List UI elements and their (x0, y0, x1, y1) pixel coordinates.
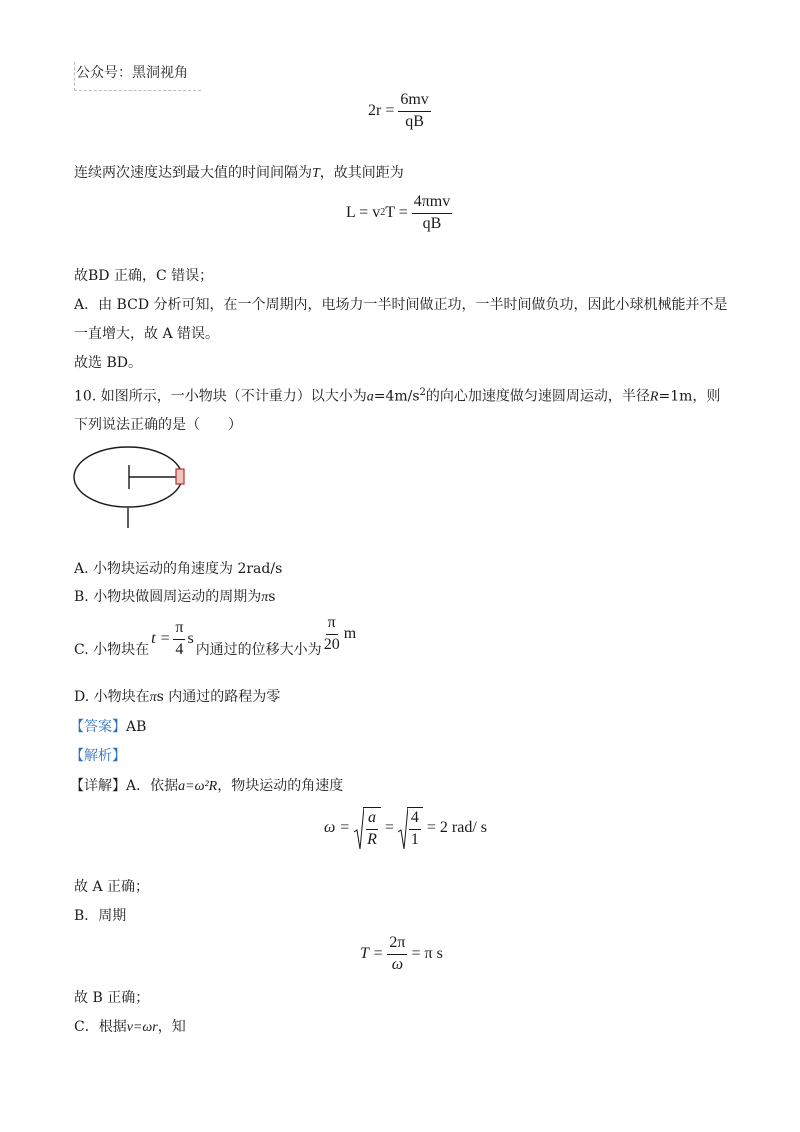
optC-frac2-den: 20 (323, 635, 340, 653)
paragraph-b-period: B．周期 (74, 908, 127, 924)
q10-r-var: R (649, 389, 659, 405)
optC-frac2 (322, 615, 342, 654)
eq3-f2-den: 1 (410, 831, 419, 848)
equation-period (360, 935, 443, 974)
eq2-lhs-b: T = (385, 204, 408, 222)
optC-frac1-num: π (173, 620, 185, 640)
detail-text-b: ，物块运动的角速度 (217, 778, 344, 794)
question-10-line1 (74, 388, 720, 405)
paragraph-interval (74, 166, 404, 181)
optD-text-b: s 内通过的路程为零 (156, 689, 281, 705)
eq1-fraction (398, 92, 430, 131)
optC-text-a: C. 小物块在 (74, 642, 150, 659)
equation-2r (368, 92, 431, 131)
eq4-fraction (387, 935, 407, 974)
equation-L (346, 194, 452, 233)
eq3-sqrt2 (398, 806, 423, 850)
eq3-f1-num: a (366, 810, 378, 830)
q10-text-b: 的向心加速度做匀速圆周运动，半径 (425, 388, 650, 405)
eq3-f1-den: R (367, 831, 377, 848)
option-c (74, 614, 357, 659)
eq3-rhs: = 2 rad/ s (426, 819, 488, 836)
eq2-den: qB (422, 214, 442, 232)
eq2-fraction (412, 194, 453, 233)
eq3-eq: = (384, 819, 394, 836)
answer-line (70, 720, 146, 734)
paragraph-choose-bd: 故选 BD。 (74, 355, 142, 371)
optD-text-a: D. 小物块在 (74, 689, 150, 705)
optC-time-expr (151, 620, 194, 659)
detail-expr: a=ω²R (178, 779, 218, 794)
eq1-num: 6mv (398, 92, 430, 112)
detail-tag: 【详解】 (70, 778, 126, 794)
eq4-num: 2π (387, 935, 407, 955)
optC-disp-expr (322, 615, 356, 654)
eq2-sub: 2 (380, 207, 386, 219)
optC-text-b: 内通过的位移大小为 (195, 642, 322, 659)
eq3-lhs: ω = (324, 819, 351, 836)
question-10-line2: 下列说法正确的是（ ） (74, 417, 242, 433)
eq4-lhs: T = (360, 945, 384, 963)
eq4-rhs: = π s (411, 945, 443, 963)
optB-pi: π (261, 590, 269, 605)
paragraph-a-analysis-1: A．由 BCD 分析可知，在一个周期内，电场力一半时间做正功，一半时间做负功，因此小球机械能并不是 (74, 297, 728, 313)
detail-text-a: A．依据 (126, 778, 179, 794)
paragraph-a-analysis-2: 一直增大，故 A 错误。 (74, 326, 220, 342)
answer-value: AB (126, 719, 147, 735)
optB-text: B. 小物块做圆周运动的周期为 (74, 589, 262, 605)
q10-text-c: =1m，则 (658, 388, 721, 405)
option-d (74, 690, 280, 705)
eq4-den: ω (391, 955, 404, 973)
optC-frac2-num: π (326, 615, 338, 635)
optC-frac1-den: 4 (175, 640, 184, 658)
q10-a-val: =4m/s (373, 388, 420, 405)
paragraph-b-correct: 故 B 正确； (74, 990, 150, 1006)
p1-text: 连续两次速度达到最大值的时间间隔为 (74, 165, 312, 181)
eq3-f2-num: 4 (409, 810, 421, 830)
eq2-lhs-a: L = v (346, 204, 381, 222)
answer-tag: 【答案】 (70, 719, 126, 735)
watermark-text: 公众号：黑洞视角 (76, 65, 188, 81)
eq3-sqrt1 (354, 806, 381, 850)
analysis-tag: 【解析】 (70, 748, 126, 764)
optC-s: s (187, 630, 194, 648)
p9-text-a: C．根据 (74, 1019, 127, 1035)
paragraph-a-correct: 故 A 正确； (74, 879, 150, 895)
option-b (74, 590, 275, 605)
p9-expr: v=ωr (126, 1020, 158, 1035)
optC-frac1 (173, 620, 185, 659)
eq1-lhs: 2r = (368, 102, 395, 120)
q10-a-var: a (366, 389, 374, 405)
q10-text-a: 10. 如图所示，一小物块（不计重力）以大小为 (74, 388, 367, 405)
block-marker (176, 469, 184, 484)
equation-omega (324, 806, 487, 850)
optB-unit: s (268, 589, 276, 605)
optC-t: t = (151, 630, 171, 648)
p9-text-b: ，知 (157, 1019, 186, 1035)
q10-a-sup: 2 (419, 387, 426, 398)
optD-pi: π (149, 690, 157, 705)
paragraph-bd-correct: 故BD 正确，C 错误； (74, 268, 214, 284)
optC-m: m (343, 625, 357, 643)
detail-line (70, 779, 343, 794)
eq2-num: 4πmv (412, 194, 453, 214)
option-a: A. 小物块运动的角速度为 2rad/s (74, 561, 283, 577)
paragraph-c-analysis (74, 1020, 186, 1035)
eq1-den: qB (405, 112, 424, 130)
p1-var: T (312, 166, 320, 181)
p1-tail: ，故其间距为 (319, 165, 404, 181)
circular-motion-figure (70, 444, 194, 530)
